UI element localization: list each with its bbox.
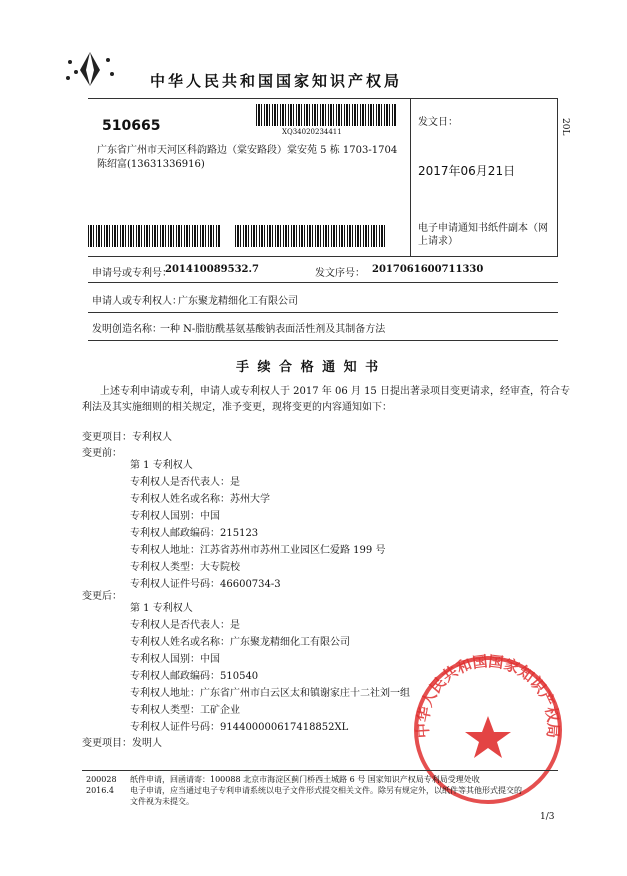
before-line: 专利权人证件号码：46600734-3 xyxy=(130,579,281,590)
change-item-2: 变更项目：发明人 xyxy=(82,738,162,749)
footer-line: 纸件申请，回函请寄：100088 北京市海淀区蓟门桥西土城路 6 号 国家知识产权局专利局受理处收 xyxy=(130,775,480,784)
footer-text xyxy=(130,774,522,807)
recipient-address: 广东省广州市天河区科韵路边（棠安路段）棠安苑 5 栋 1703-1704 xyxy=(97,145,398,156)
side-code: 20L xyxy=(560,118,570,136)
after-line: 专利权人地址：广东省广州市白云区太和镇谢家庄十二社刘一组 xyxy=(130,688,410,699)
before-line: 专利权人是否代表人：是 xyxy=(130,477,240,488)
invention-title: 一种 N-脂肪酰基氨基酸钠表面活性剂及其制备方法 xyxy=(160,324,386,335)
footer-codes xyxy=(86,774,117,796)
before-line: 专利权人邮政编码：215123 xyxy=(130,528,259,539)
recipient-name: 陈绍富(13631336916) xyxy=(97,159,205,170)
notice-title: 手 续 合 格 通 知 书 xyxy=(236,360,381,375)
after-line: 专利权人类型：工矿企业 xyxy=(130,705,240,716)
footer-code-2: 2016.4 xyxy=(86,786,114,795)
intro-line-1: 上述专利申请或专利，申请人或专利权人于 2017 年 06 月 15 日提出著录项目变更请求，经审查，符合专 xyxy=(100,386,570,397)
change-item: 变更项目：专利权人 xyxy=(82,432,172,443)
applicant-label: 申请人或专利权人： xyxy=(92,296,182,307)
before-line: 专利权人国别：中国 xyxy=(130,511,220,522)
after-list xyxy=(130,601,410,737)
send-date: 2017年06月21日 xyxy=(418,164,516,178)
barcode-top xyxy=(256,104,396,126)
barcode-right xyxy=(235,225,385,247)
doc-number: 510665 xyxy=(102,118,161,134)
app-no-label: 申请号或专利号： xyxy=(92,268,172,279)
footer-line: 文件视为未提交。 xyxy=(130,797,194,806)
footer-code-1: 200028 xyxy=(86,775,117,784)
after-line: 专利权人证件号码：914400000617418852XL xyxy=(130,722,349,733)
serial-label: 发文序号： xyxy=(315,268,365,279)
e-notice: 电子申请通知书纸件副本（网上请求） xyxy=(418,223,548,247)
barcode-left xyxy=(88,225,221,247)
svg-text:中华人民共和国国家知识产权局: 中华人民共和国国家知识产权局 xyxy=(413,652,563,739)
after-line: 专利权人是否代表人：是 xyxy=(130,620,240,631)
office-title: 中华人民共和国国家知识产权局 xyxy=(150,72,403,90)
before-line: 第 1 专利权人 xyxy=(130,460,193,471)
after-line: 专利权人邮政编码：510540 xyxy=(130,671,259,682)
before-line: 专利权人姓名或名称：苏州大学 xyxy=(130,494,270,505)
applicant: 广东聚龙精细化工有限公司 xyxy=(178,296,298,307)
cnipa-logo xyxy=(60,50,120,88)
after-line: 第 1 专利权人 xyxy=(130,603,193,614)
footer-line: 电子申请，应当通过电子专利申请系统以电子文件形式提交相关文件。除另有规定外，以纸件等其他形式提交的 xyxy=(130,786,522,795)
page-number: 1/3 xyxy=(540,812,555,822)
send-date-label: 发文日： xyxy=(418,117,458,128)
app-no: 201410089532.7 xyxy=(165,264,259,275)
serial-number: 2017061600711330 xyxy=(372,264,484,275)
invention-label: 发明创造名称： xyxy=(92,324,162,335)
before-label: 变更前： xyxy=(82,448,122,459)
before-line: 专利权人类型：大专院校 xyxy=(130,562,240,573)
before-list xyxy=(130,458,385,594)
before-line: 专利权人地址：江苏省苏州市苏州工业园区仁爱路 199 号 xyxy=(130,545,386,556)
after-label: 变更后： xyxy=(82,591,122,602)
barcode-text: XQ34020234411 xyxy=(282,128,342,136)
intro-line-2: 利法及其实施细则的相关规定，准予变更，现将变更的内容通知如下： xyxy=(82,402,392,413)
after-line: 专利权人姓名或名称：广东聚龙精细化工有限公司 xyxy=(130,637,350,648)
after-line: 专利权人国别：中国 xyxy=(130,654,220,665)
